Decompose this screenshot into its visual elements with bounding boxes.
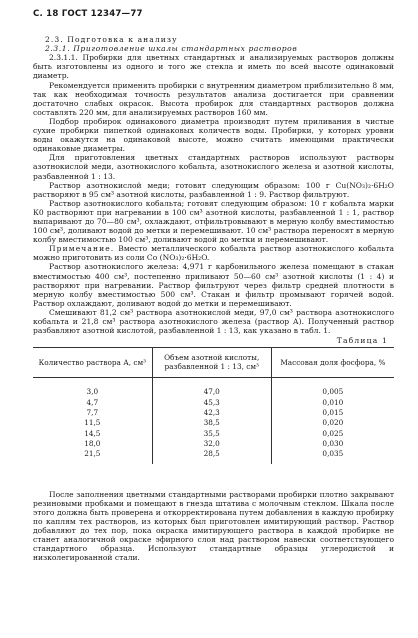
table-cell: 11,5 [84, 418, 101, 428]
table-cell: 35,5 [152, 429, 271, 439]
table-cell: 3,0 [86, 387, 99, 397]
note-text: Вместо металлического кобальта раствор азотнокислого кобальта можно приготовить из соли Co (NO₃)₂·6H₂O. [33, 244, 394, 263]
table-cell: 18,0 [84, 438, 101, 448]
table-cell: 0,005 [271, 378, 394, 398]
subsection-heading: 2.3.1. Приготовление шкалы стандартных растворов [45, 44, 298, 54]
page-header: С. 18 ГОСТ 12347—77 [33, 9, 143, 19]
table-cell: 0,035 [271, 449, 394, 463]
scale-table [33, 347, 394, 463]
paragraph-tubes: 2.3.1.1. Пробирки для цветных стандартных и анализируемых растворов должны быть изготовлены из одного и того же стекла и иметь по всей высоте одинаковый диаметр. [33, 53, 394, 81]
table-cell: 32,0 [152, 439, 271, 449]
table-cell: 0,030 [271, 439, 394, 449]
table-row [33, 418, 394, 428]
paragraph-cobalt-nitrate: Раствор азотнокислого кобальта; готовят следующим образом: 10 г кобальта марки К0 растворяют при нагревании в 100 см³ азотной кислоты, разбавленной 1 : 1, раствор выпаривают до 70—80 см³, охлаждают, отфильтровывают в мерную колбу вместимостью 100 см³, доливают водой до метки и перемешивают. 10 см³ раствора переносят в мерную колбу вместимостью 100 см³, доливают водой до метки и перемешивают. [33, 198, 394, 245]
table-cell: 47,0 [152, 378, 271, 398]
note-paragraph [33, 244, 394, 262]
table-row [33, 378, 394, 398]
paragraph-selection: Подбор пробирок одинакового диаметра производят путем приливания в чистые сухие пробирки пипеткой одинаковых количеств воды. Пробирки, у которых уровни воды окажутся на одинаковой высоте, можно считать имеющими практически одинаковые диаметры. [33, 116, 394, 154]
paragraph-iron-nitrate: Раствор азотнокислого железа: 4,971 г карбонильного железа помещают в стакан вместимостью 400 см³, постепенно приливают 50—60 см³ азотной кислоты (1 : 4) и растворяют при нагревании. Раствор фильтруют через фильтр средней плотности в мерную колбу вместимостью 500 см³. Стакан и фильтр промывают горячей водой. Раствор охлаждают, доливают водой до метки и перемешивают. [33, 262, 394, 308]
section-heading: 2.3. Подготовка к анализу [45, 35, 178, 45]
table-cell: 0,020 [271, 418, 394, 428]
table-cell: 38,5 [152, 418, 271, 428]
table-cell: 45,3 [152, 398, 271, 408]
table-row [33, 408, 394, 418]
table-cell: 0,010 [271, 398, 394, 408]
table-row [33, 449, 394, 463]
paragraph-mixing: Смешивают 81,2 см³ раствора азотнокислой меди, 97,0 см³ раствора азотнокислого кобальта и 21,8 см³ раствора азотнокислого железа (раствор А). Полученный раствор разбавляют азотной кислотой, разбавленной 1 : 13, как указано в табл. 1. [33, 307, 394, 336]
table-row [33, 398, 394, 408]
table-cell: 0,025 [271, 429, 394, 439]
table-cell: 21,5 [84, 449, 101, 459]
table-cell: 28,5 [152, 449, 271, 463]
table-cell: 0,015 [271, 408, 394, 418]
table-cell: 4,7 [86, 397, 99, 407]
paragraph-diameter: Рекомендуется применять пробирки с внутренним диаметром приблизительно 8 мм, так как необходимая точность результатов анализа достигается при сравнении достаточно слабых окрасок. Высота пробирок для стандартных растворов должна составлять 220 мм, для анализируемых растворов 160 мм. [33, 80, 394, 117]
table-row [33, 439, 394, 449]
paragraph-scale-check: После заполнения цветными стандартными растворами пробирки плотно закрывают резиновыми пробками и помещают в гнезда штатива с молочным стеклом. Шкала после этого должна быть проверена и откорректирована путем добавления в каждую пробирку по каплям тех растворов, из которых был приготовлен имитирующий раствор. Раствор добавляют до тех пор, пока окраска имитирующего раствора в каждой пробирке не станет аналогичной окраске эфирного слоя над раствором навески соответствующего стандартного образца. Используют стандартные образцы углеродистой и низколегированной стали. [33, 489, 394, 563]
paragraph-solutions: Для приготовления цветных стандартных растворов используют растворы азотнокислой меди, азотнокислого кобальта, азотнокислого железа и азотной кислоты, разбавленной 1 : 13. [33, 153, 394, 181]
table-title: Таблица 1 [336, 336, 388, 346]
table-header-cell: Количество раствора А, см³ [33, 348, 152, 378]
table-header-row [33, 348, 394, 378]
table-cell: 14,5 [84, 428, 101, 438]
paragraph-copper-nitrate: Раствор азотнокислой меди; готовят следующим образом: 100 г Cu(NO₃)₂·6H₂O растворяют в 95 см³ азотной кислоты, разбавленной 1 : 9. Раствор фильтруют. [33, 180, 394, 199]
table-cell: 42,3 [152, 408, 271, 418]
table-header-cell: Объем азотной кислоты, разбавленной 1 : 13, см³ [152, 348, 271, 378]
note-label: Примечание. [49, 244, 115, 254]
table-header-cell: Массовая доля фосфора, % [271, 348, 394, 378]
table-cell: 7,7 [86, 408, 99, 418]
table-row [33, 429, 394, 439]
